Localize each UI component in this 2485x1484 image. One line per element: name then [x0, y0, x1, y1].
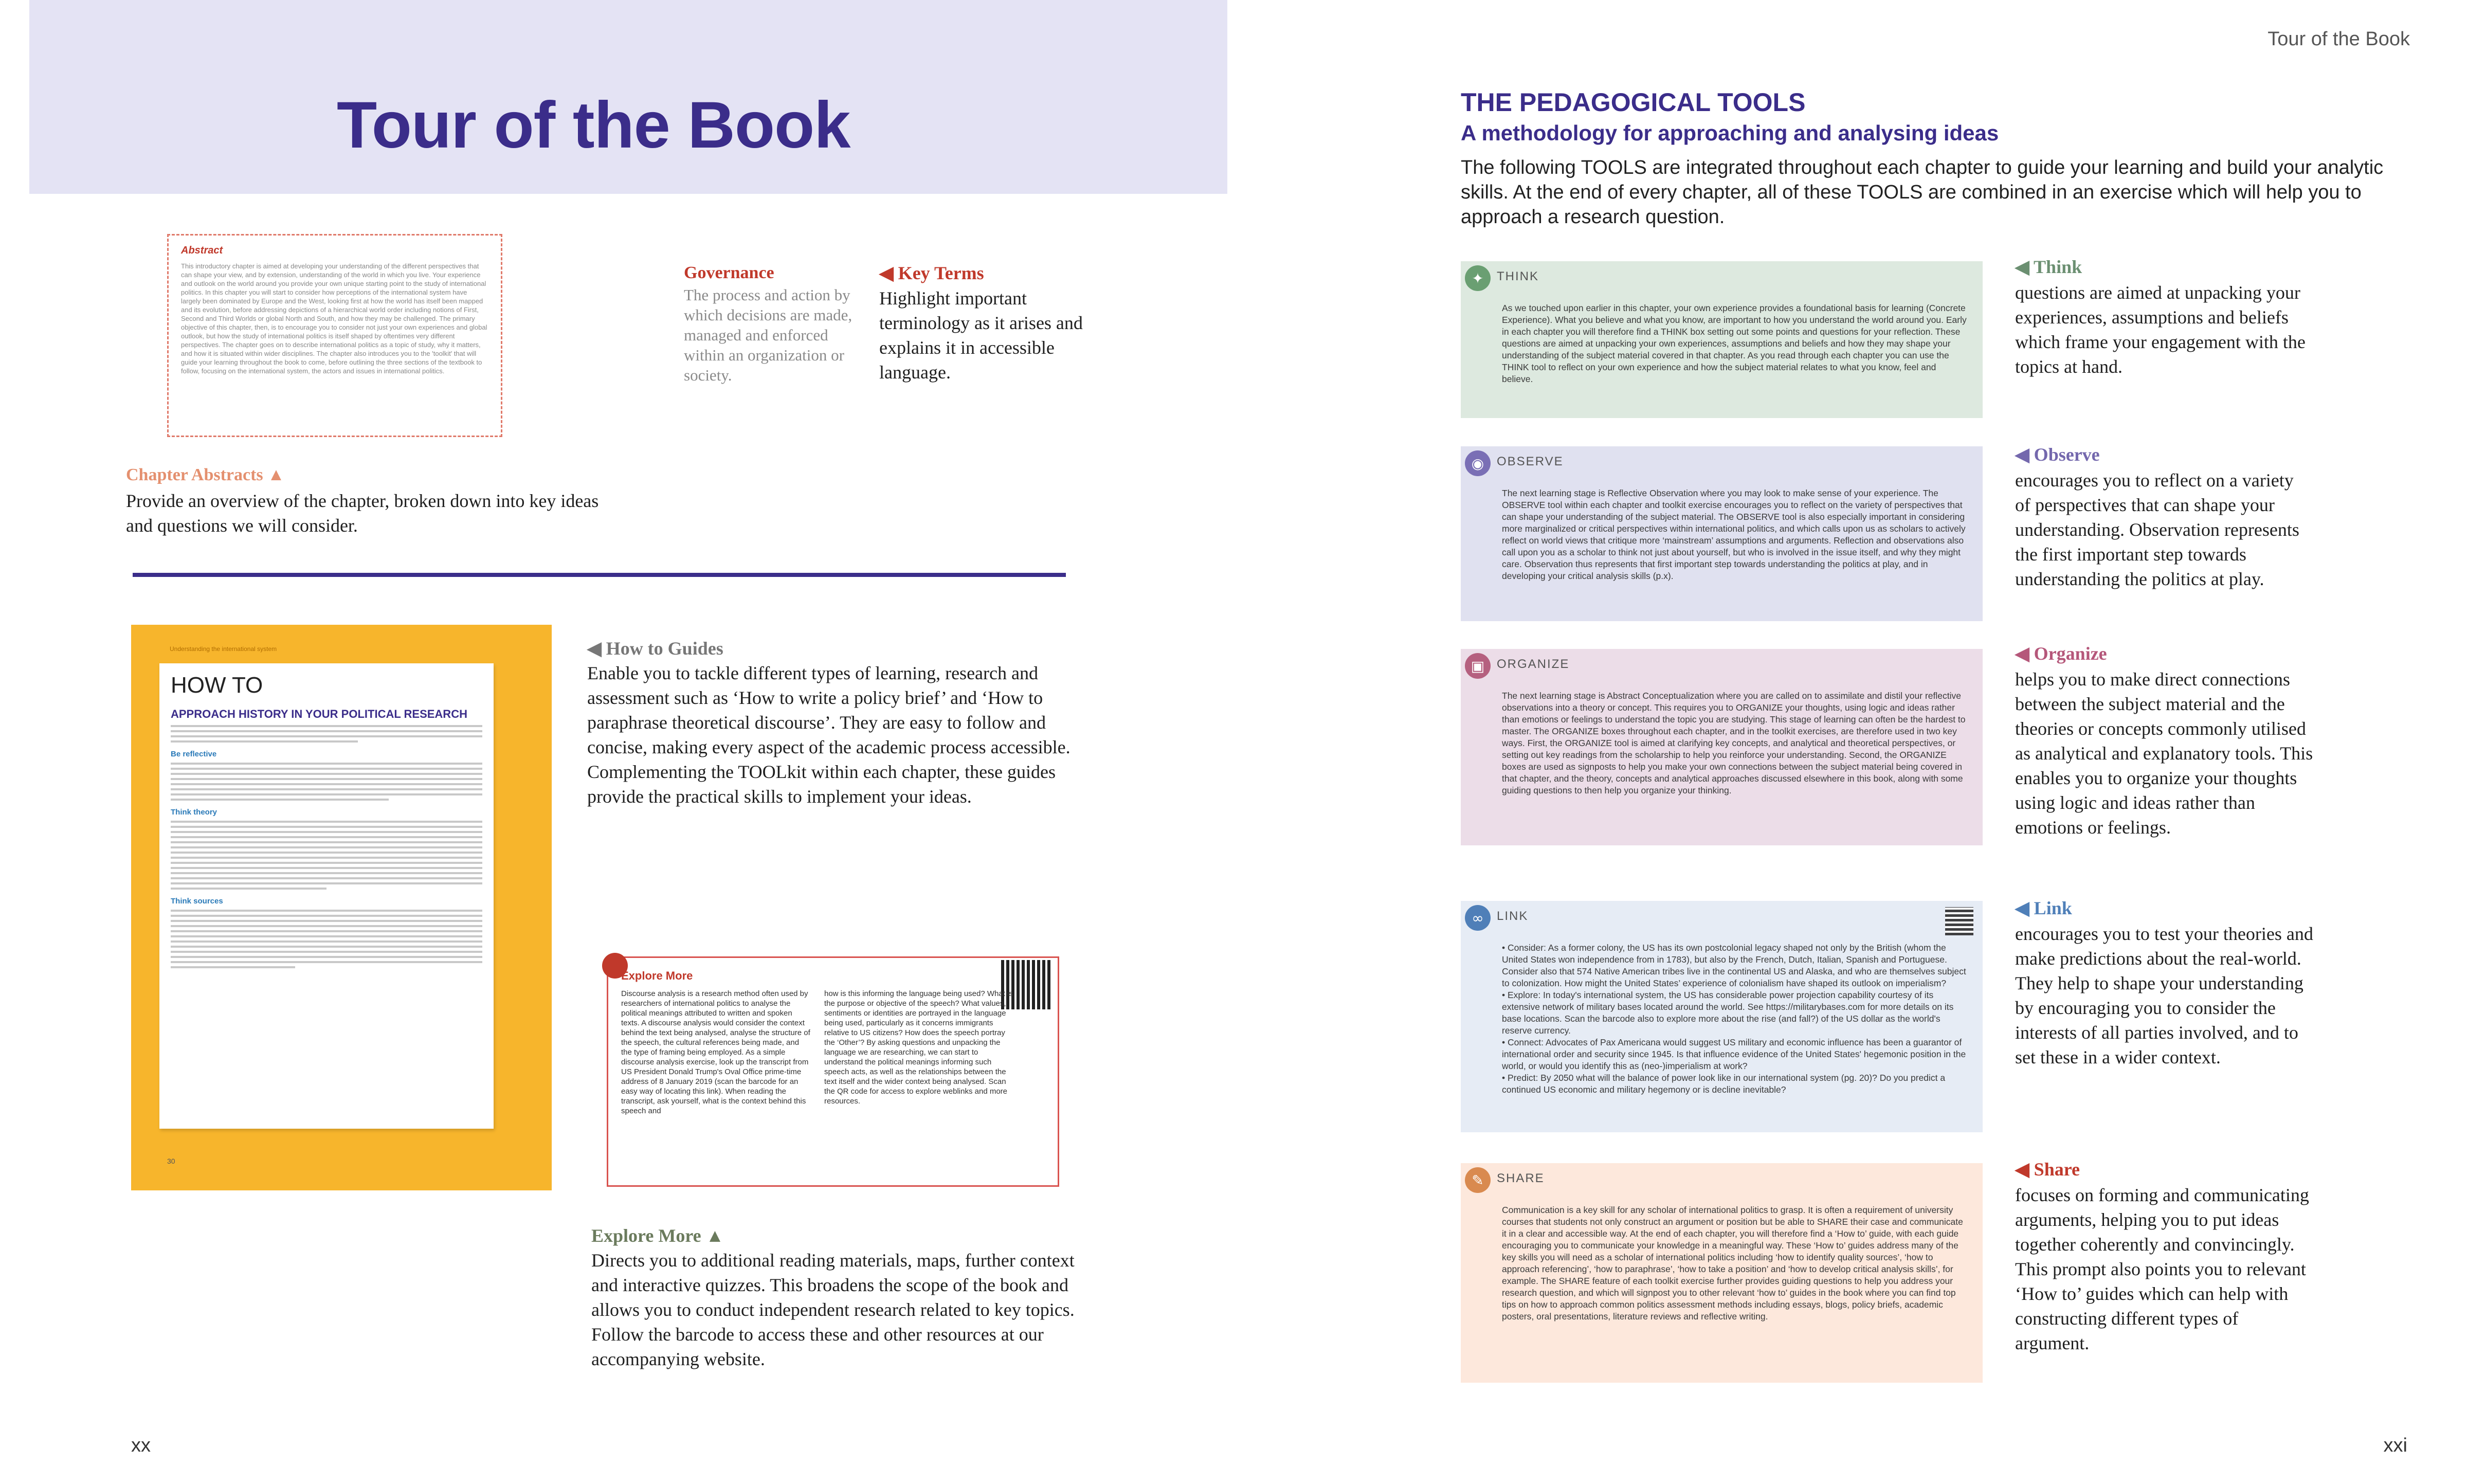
observe-label: ◀ Observe [2015, 444, 2100, 465]
boxes-icon: ▣ [1465, 653, 1491, 679]
share-box [1461, 1163, 1983, 1383]
think-label: ◀ Think [2015, 257, 2082, 277]
folio-right: xxi [2383, 1435, 2407, 1456]
eyes-icon: ◉ [1465, 450, 1491, 476]
howto-section-3: Think sources [171, 897, 223, 906]
organize-desc: helps you to make direct connections between the subject material and the theories or concepts commonly utilised as analytical and explanatory tools. This enables you to organize your thoughts using logic and ideas rather than emotions or feelings. [2015, 669, 2313, 838]
pedagogical-tools-intro: The following TOOLS are integrated throughout each chapter to guide your learning and build your analytic skills. At the end of every chapter, all of these TOOLS are combined in an exercise which will help you to approach a research question. [1461, 157, 2384, 228]
observe-box-text: The next learning stage is Reflective Observation where you may look to make sense of your experience. The OBSERVE tool within each chapter and toolkit exercise encourages you to reflect on the variety of perspectives that can shape your understanding of the subject material. The OBSERVE tool is also especially important in considering more marginalized or critical perspectives within international politics, and which calls upon us as scholars to actively reflect on world views that critique more ‘mainstream’ assumptions and arguments. Reflection and observations also call upon you as a scholar to think not just about yourself, but who is involved in the issue itself, and why they might care. Observation thus represents that first important step towards understanding the politics at play, and in developing your critical analysis skills (p.x). [1502, 488, 1966, 581]
explore-heading: Explore More [621, 969, 693, 982]
explore-col-2: how is this informing the language being used? What is the purpose or objective of the speech? What values, sentiments or identities are portrayed in the language being used, particularly as it concerns immigrants relative to US citizens? How does the speech portray the ‘Other’? By asking questions and unpacking the language we are researching, we can start to understand the political meanings informing such speech acts, as well as the relationships between the text itself and the wider context being analysed. Scan the QR code for access to explore weblinks and more resources. [824, 989, 1013, 1106]
organize-label: ◀ Organize [2015, 643, 2107, 664]
explore-more-text: Directs you to additional reading materials, maps, further context and interactive quizzes. This broadens the scope of the book and allows you to conduct independent research related to key topics. Follow the barcode to access these and other resources at our accompanying website. [591, 1250, 1075, 1369]
governance-definition: The process and action by which decisions are made, managed and enforced within an organization or society. [684, 286, 852, 384]
link-box [1461, 901, 1983, 1132]
link-box-text: • Consider: As a former colony, the US has its own postcolonial legacy shaped not only by the British (whom the United States won independence from in 1783), but also by the French, Dutch, Italian, Spanish and Portuguese. Consider also that 574 Native American tribes live in the continental US and Alaska, and who are themselves subject to colonization. How might the United States’ experience of colonialism have shaped its outlook on imperialism? • Explore: In today's international system, the US has considerable power projection capability courtesy of its extensive network of military bases located around the world. See https://militarybases.com for more details on its base locations. Scan the barcode also to explore more about the rise (and fall?) of the US dollar as the world's reserve currency. • Connect: Advocates of Pax Americana would suggest US military and economic influence has been a guarantor of international order and security since 1945. Is that influence evidence of the United States' hegemonic position in the world, or would you identify this as (neo-)imperialism at work? • Predict: By 2050 what will the balance of power look like in our international system (pg. 20)? Do you predict a continued US economic and military hegemony or is decline inevitable? [1502, 943, 1966, 1095]
think-box-title: THINK [1497, 269, 1539, 283]
think-desc: questions are aimed at unpacking your experiences, assumptions and beliefs which frame your engagement with the topics at hand. [2015, 282, 2306, 377]
how-to-guides-text: Enable you to tackle different types of learning, research and assessment such as ‘How to write a policy brief’ and ‘How to paraphrase theoretical discourse’. They are easy to follow and concise, making every aspect of the academic process accessible. Complementing the TOOLkit within each chapter, these guides provide the practical skills to implement your ideas. [587, 663, 1071, 807]
observe-desc: encourages you to reflect on a variety of perspectives that can shape your understanding. Observation represents the first important step towards understanding the politics at play. [2015, 470, 2299, 589]
lightbulb-icon: ✦ [1465, 265, 1491, 291]
link-box-title: LINK [1497, 909, 1529, 923]
pedagogical-tools-title: THE PEDAGOGICAL TOOLS [1461, 88, 1806, 117]
observe-box-title: OBSERVE [1497, 455, 1564, 468]
howto-section-2: Think theory [171, 808, 217, 817]
running-head: Tour of the Book [2268, 28, 2410, 50]
share-desc: focuses on forming and communicating arguments, helping you to put ideas together coherently and convincingly. This prompt also points you to relevant ‘How to’ guides which can help with constructing different types of argument. [2015, 1185, 2309, 1353]
share-document-icon: ✎ [1465, 1167, 1491, 1193]
explore-col-1: Discourse analysis is a research method often used by researchers of international politics to analyse the political meanings attributed to written and spoken texts. A discourse analysis would consider the context behind the text being analysed, analyse the structure of the speech, the cultural references being made, and the type of framing being employed. As a simple discourse analysis exercise, look up the transcript from US President Donald Trump's Oval Office prime-time address of 8 January 2019 (scan the barcode for an easy way of locating this link). When reading the transcript, ask yourself, what is the context behind this speech and [621, 989, 810, 1115]
think-box [1461, 261, 1983, 418]
chapter-abstracts-label: Chapter Abstracts ▲ [126, 465, 285, 484]
page-title: Tour of the Book [337, 88, 850, 162]
abstract-heading: Abstract [181, 245, 223, 256]
howto-card [159, 663, 494, 1129]
howto-section-1: Be reflective [171, 750, 217, 758]
link-label: ◀ Link [2015, 898, 2072, 918]
share-label: ◀ Share [2015, 1159, 2080, 1180]
explore-more-sample-image [607, 956, 1059, 1187]
abstract-text: This introductory chapter is aimed at developing your understanding of the different perspectives that can shape your view, and by extension, understanding of the world in which you live. Your experience and outlook on the world around you provide your own unique starting point to the study of international politics. In this chapter you will start to consider how perceptions of the international system have largely been dominated by Europe and the West, looking first at how the world has itself been mapped and its evolution, before addressing depictions of a hierarchical world order including notions of First, Second and Third Worlds or global North and South, and how they may be challenged. The primary objective of this chapter, then, is to encourage you to consider not just your own experiences and global outlook, but how the study of international politics is itself shaped by oftentimes very different perspectives. The chapter goes on to describe international politics as a topic of study, why it matters, and how it is situated within wider disciplines. The chapter also introduces you to the 'toolkit' that will guide your learning throughout the book to come, before outlining the three sections of the textbook to follow, focusing on the international system, the actors and issues in international politics. [181, 262, 487, 375]
left-page [0, 0, 1242, 1484]
pedagogical-tools-subtitle: A methodology for approaching and analysing ideas [1461, 121, 1999, 145]
section-divider [133, 573, 1066, 577]
howto-text-lines [171, 725, 482, 743]
share-box-text: Communication is a key skill for any scholar of international politics to grasp. It is often a requirement of university courses that students not only construct an argument or position but be able to SHARE their case and communicate it in a clear and accessible way. At the end of each chapter, you will therefore find a ‘How to’ guide, with each guide encouraging you to communicate your knowledge in a meaningful way. These ‘How to’ guides address many of the key skills you will need as a scholar of international politics including ‘how to identify quality sources’, ‘how to approach referencing’, ‘how to paraphrase’, ‘how to take a position’ and ‘how to develop critical analysis skills’, for example. The SHARE feature of each toolkit exercise further provides guiding questions to help you address your research question, and which will signpost you to other relevant ‘how to’ guides in the book where you can find top tips on how to approach common politics assessment methods including essays, blogs, policy briefs, academic posters, oral presentations, literature reviews and reflective writing. [1502, 1205, 1963, 1322]
observe-box [1461, 446, 1983, 621]
howto-title: HOW TO [171, 673, 263, 698]
think-box-text: As we touched upon earlier in this chapter, your own experience provides a foundational basis for learning (Concrete Experience). What you believe and what you know, are important to how you understand the world around you. Early in each chapter you will therefore find a THINK box setting out some points and questions for your reflection. These questions are aimed at unpacking your own experiences, assumptions and beliefs and how they may shape your understanding of the subject material covered in that chapter. As you read through each chapter you can use the THINK tool to reflect on your own experience and how the subject material relates to what you know, feel and believe. [1502, 303, 1967, 384]
qr-code-icon [1945, 907, 1973, 935]
organize-box [1461, 649, 1983, 845]
explore-more-label: Explore More ▲ [591, 1225, 724, 1246]
howto-subtitle: APPROACH HISTORY IN YOUR POLITICAL RESEARCH [171, 708, 467, 720]
chain-link-icon: ∞ [1465, 905, 1491, 931]
organize-box-title: ORGANIZE [1497, 657, 1570, 671]
governance-term: Governance [684, 263, 774, 282]
howto-page-number: 30 [167, 1157, 175, 1165]
chapter-abstracts-text: Provide an overview of the chapter, broken down into key ideas and questions we will consider. [126, 491, 599, 536]
link-desc: encourages you to test your theories and make predictions about the real-world. They help to shape your understanding by encouraging you to consider the interests of all parties involved, and to set these in a wider context. [2015, 924, 2313, 1067]
key-terms-text: Highlight important terminology as it arises and explains it in accessible language. [879, 288, 1083, 383]
organize-box-text: The next learning stage is Abstract Conceptualization where you are called on to assimilate and distil your reflective observations into a theory or concept. This requires you to ORGANIZE your thoughts, using logic and ideas rather than emotions or feelings to understand the topic you are studying. This stage of learning can often be the hardest to master. The ORGANIZE boxes throughout each chapter, and in the toolkit exercises, are therefore used in two key ways. First, the ORGANIZE tool is aimed at clarifying key concepts, and analytical and theoretical perspectives, or setting out key readings from the scholarship to help you reinforce your understanding. Second, the ORGANIZE boxes are used as signposts to help you make your own connections between the subject material being covered in that chapter, and the theory, concepts and analytical approaches discussed elsewhere in this book, along with some guiding questions to then help you organize your thinking. [1502, 691, 1966, 795]
how-to-sample-image [131, 625, 552, 1190]
right-page [1242, 0, 2484, 1484]
folio-left: xx [131, 1435, 151, 1456]
abstract-sample-image [167, 234, 502, 437]
how-to-guides-label: ◀ How to Guides [587, 638, 723, 659]
key-terms-label: ◀ Key Terms [879, 263, 984, 283]
howto-crumb: Understanding the international system [170, 645, 277, 653]
share-box-title: SHARE [1497, 1171, 1545, 1185]
